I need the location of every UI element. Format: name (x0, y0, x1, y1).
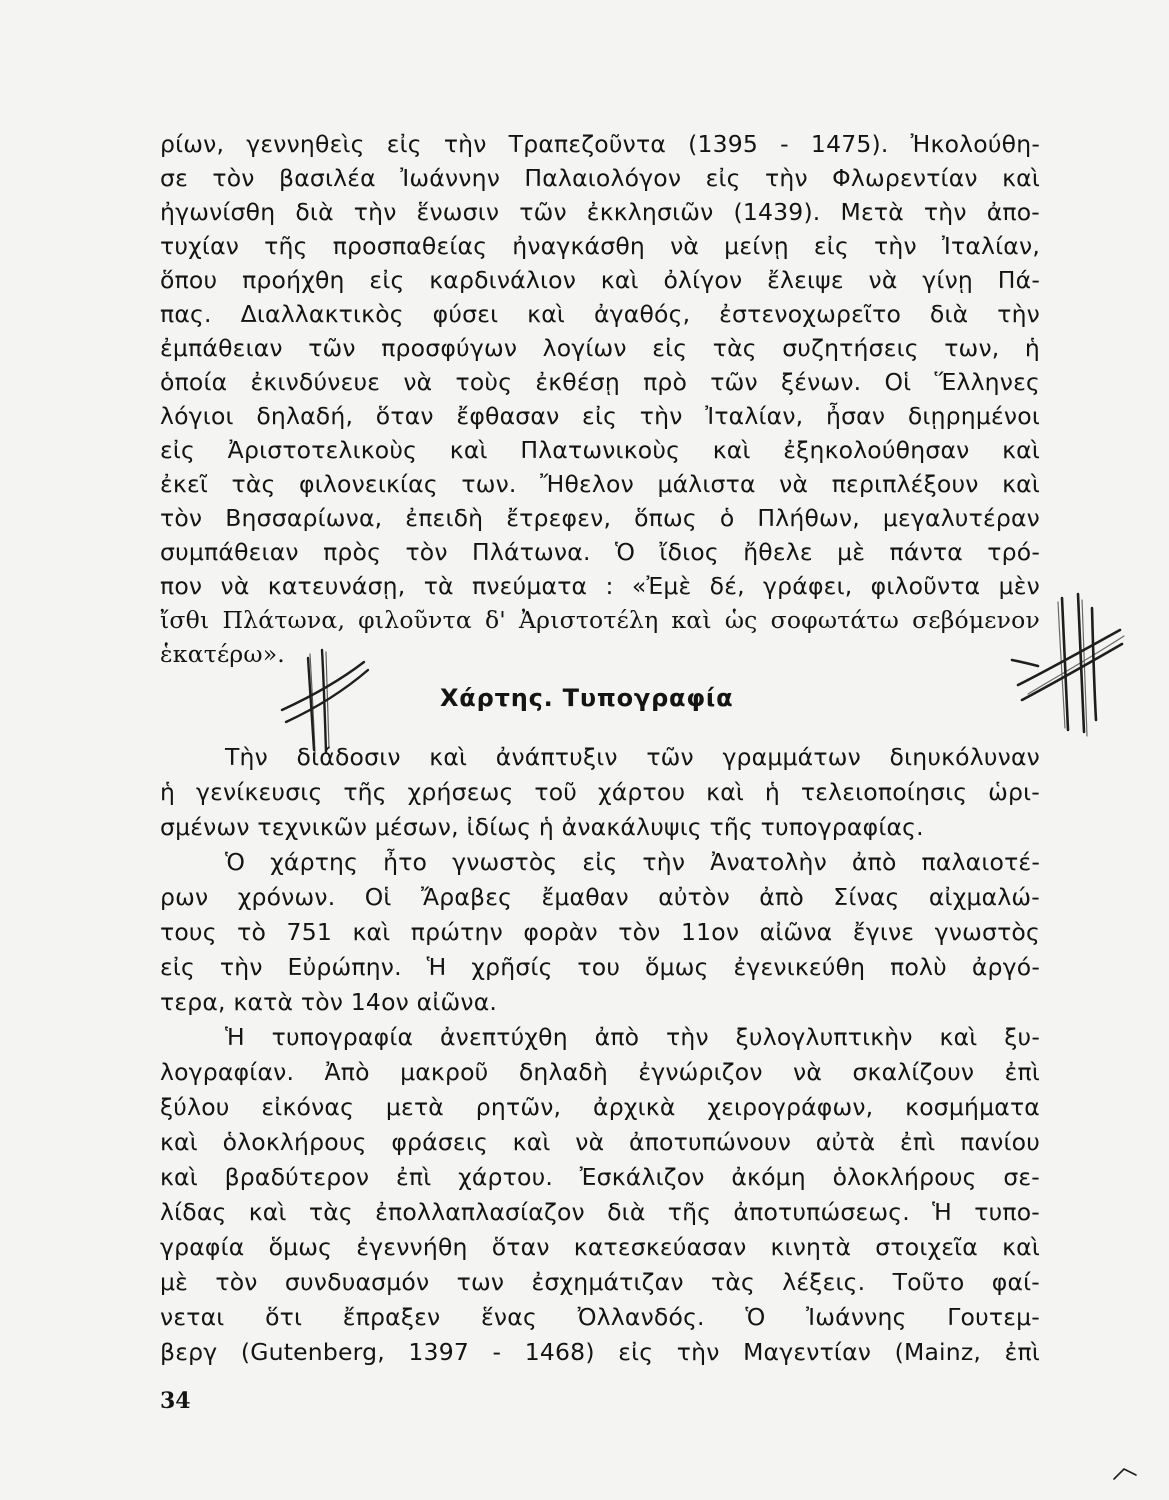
text-line: Τὴν διάδοσιν καὶ ἀνάπτυξιν τῶν γραμμάτων διηυκόλυναν (225, 743, 1040, 771)
text-line: ἐμπάθειαν τῶν προσφύγων λογίων εἰς τὰς συζητήσεις των, ἡ (160, 334, 1040, 362)
text-line: τὸν Βησσαρίωνα, ἐπειδὴ ἔτρεφεν, ὅπως ὁ Πλήθων, μεγαλυτέραν (160, 504, 1040, 532)
text-line: καὶ βραδύτερον ἐπὶ χάρτου. Ἐσκάλιζον ἀκόμη ὁλοκλήρους σε- (160, 1163, 1040, 1191)
text-line: καὶ ὁλοκλήρους φράσεις καὶ νὰ ἀποτυπώνουν αὐτὰ ἐπὶ πανίου (160, 1128, 1040, 1156)
text-line: ἡ γενίκευσις τῆς χρήσεως τοῦ χάρτου καὶ ἡ τελειοποίησις ὡρι- (160, 778, 1040, 806)
text-line: λίδας καὶ τὰς ἐπολλαπλασίαζον διὰ τῆς ἀποτυπώσεως. Ἡ τυπο- (160, 1198, 1040, 1226)
text-line: ξύλου εἰκόνας μετὰ ρητῶν, ἀρχικὰ χειρογράφων, κοσμήματα (160, 1093, 1040, 1121)
pencil-tick-mark (1110, 1465, 1140, 1485)
section-heading: Χάρτης. Τυπογραφία (440, 684, 734, 712)
text-line: πας. Διαλλακτικὸς φύσει καὶ ἀγαθός, ἐστενοχωρεῖτο διὰ τὴν (160, 300, 1040, 328)
quote-line: ἴσθι Πλάτωνα, φιλοῦντα δ' Ἀριστοτέλη καὶ ὡς σοφωτάτω σεβόμενον (160, 606, 1040, 634)
text-line: ρων χρόνων. Οἱ Ἄραβες ἔμαθαν αὐτὸν ἀπὸ Σίνας αἰχμαλώ- (160, 883, 1040, 911)
quote-line: ἑκατέρω». (160, 640, 285, 668)
text-line: λογραφίαν. Ἀπὸ μακροῦ δηλαδὴ ἐγνώριζον νὰ σκαλίζουν ἐπὶ (160, 1058, 1040, 1086)
text-line: ὅπου προήχθη εἰς καρδινάλιον καὶ ὀλίγον ἔλειψε νὰ γίνῃ Πά- (160, 266, 1040, 294)
text-line: τους τὸ 751 καὶ πρώτην φορὰν τὸν 11ον αἰῶνα ἔγινε γνωστὸς (160, 918, 1040, 946)
text-line: ρίων, γεννηθεὶς εἰς τὴν Τραπεζοῦντα (1395 - 1475). Ἠκολούθη- (160, 130, 1040, 158)
text-line: βεργ (Gutenberg, 1397 - 1468) εἰς τὴν Μαγεντίαν (Mainz, ἐπὶ (160, 1338, 1040, 1366)
text-line: εἰς τὴν Εὐρώπην. Ἡ χρῆσίς του ὅμως ἐγενικεύθη πολὺ ἀργό- (160, 953, 1040, 981)
text-line: εἰς Ἀριστοτελικοὺς καὶ Πλατωνικοὺς καὶ ἐξηκολούθησαν καὶ (160, 436, 1040, 464)
text-line: σμένων τεχνικῶν μέσων, ἰδίως ἡ ἀνακάλυψις τῆς τυπογραφίας. (160, 813, 924, 841)
text-line: συμπάθειαν πρὸς τὸν Πλάτωνα. Ὁ ἴδιος ἤθελε μὲ πάντα τρό- (160, 538, 1040, 566)
text-line: νεται ὅτι ἔπραξεν ἕνας Ὀλλανδός. Ὁ Ἰωάννης Γουτεμ- (160, 1303, 1040, 1331)
text-line: σε τὸν βασιλέα Ἰωάννην Παλαιολόγον εἰς τὴν Φλωρεντίαν καὶ (160, 164, 1040, 192)
text-line: γραφία ὅμως ἐγεννήθη ὅταν κατεσκεύασαν κινητὰ στοιχεῖα καὶ (160, 1233, 1040, 1261)
text-line: τερα, κατὰ τὸν 14ον αἰῶνα. (160, 988, 498, 1016)
text-line: ἐκεῖ τὰς φιλονεικίας των. Ἤθελον μάλιστα νὰ περιπλέξουν καὶ (160, 470, 1040, 498)
text-line: ὁποία ἐκινδύνευε νὰ τοὺς ἐκθέσῃ πρὸ τῶν ξένων. Οἱ Ἕλληνες (160, 368, 1040, 396)
text-line: Ὁ χάρτης ἦτο γνωστὸς εἰς τὴν Ἀνατολὴν ἀπὸ παλαιοτέ- (225, 848, 1040, 876)
text-line: Ἡ τυπογραφία ἀνεπτύχθη ἀπὸ τὴν ξυλογλυπτικὴν καὶ ξυ- (225, 1023, 1040, 1051)
page-number: 34 (160, 1388, 191, 1414)
text-line: λόγιοι δηλαδή, ὅταν ἔφθασαν εἰς τὴν Ἰταλίαν, ἦσαν διῃρημένοι (160, 402, 1040, 430)
text-line: πον νὰ κατευνάσῃ, τὰ πνεύματα : «Ἐμὲ δέ, γράφει, φιλοῦντα μὲν (160, 572, 1040, 600)
text-line: τυχίαν τῆς προσπαθείας ἠναγκάσθη νὰ μείνῃ εἰς τὴν Ἰταλίαν, (160, 232, 1040, 260)
text-line: ἠγωνίσθη διὰ τὴν ἕνωσιν τῶν ἐκκλησιῶν (1439). Μετὰ τὴν ἀπο- (160, 198, 1040, 226)
text-line: μὲ τὸν συνδυασμόν των ἐσχημάτιζαν τὰς λέξεις. Τοῦτο φαί- (160, 1268, 1040, 1296)
